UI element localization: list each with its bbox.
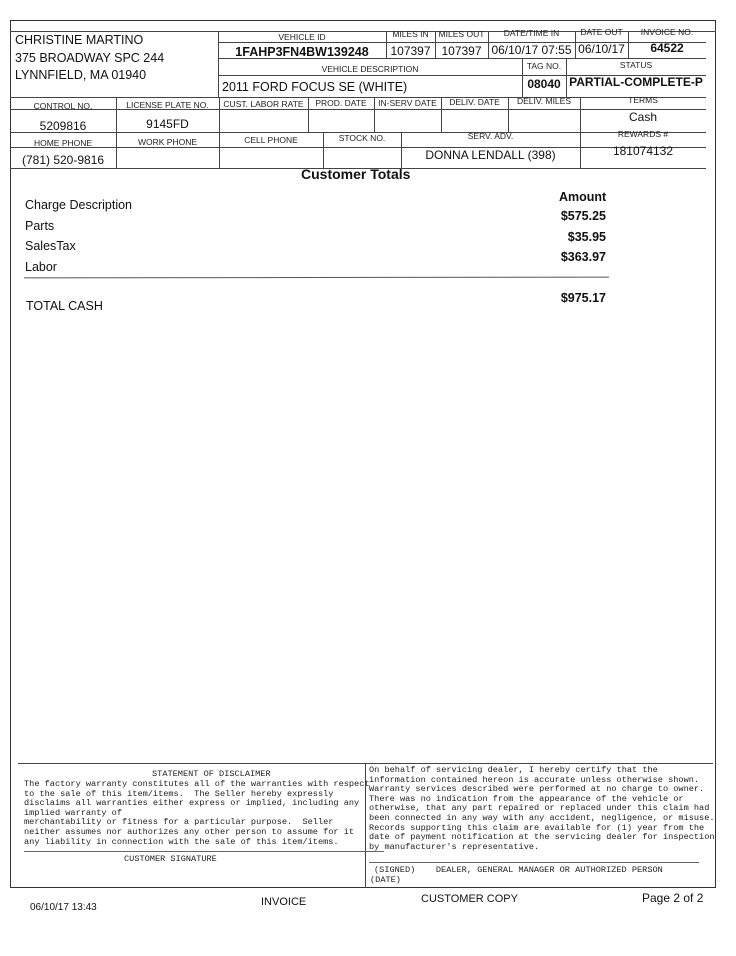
copy-label: CUSTOMER COPY [421, 893, 518, 905]
customer-name: CHRISTINE MARTINO [15, 33, 144, 47]
charge-label-labor: Labor [25, 260, 57, 274]
prod-date-label: PROD. DATE [315, 98, 367, 108]
cust-labor-rate-label: CUST. LABOR RATE [223, 99, 304, 109]
dealer-signature-line [369, 862, 699, 863]
charge-amount-labor: $363.97 [560, 250, 606, 264]
charge-amount-salestax: $35.95 [567, 230, 606, 244]
customer-address-line1: 375 BROADWAY SPC 244 [15, 51, 165, 65]
certify-text [369, 766, 715, 852]
miles-in-value: 107397 [390, 44, 431, 58]
vehicle-id-value: 1FAHP3FN4BW139248 [235, 45, 369, 59]
certify-line: date of payment notification at the servicing dealer for inspection [369, 832, 715, 843]
status-value: PARTIAL-COMPLETE-P [569, 75, 703, 89]
amount-header: Amount [559, 190, 607, 204]
miles-in-label: MILES IN [392, 29, 429, 39]
certify-line: There was no indication from the appearance of the vehicle or [369, 793, 684, 804]
charge-description-header: Charge Description [25, 198, 132, 212]
home-phone-label: HOME PHONE [33, 138, 93, 148]
in-serv-date-label: IN-SERV DATE [378, 98, 437, 108]
deliv-miles-label: DELIV. MILES [516, 96, 572, 106]
dealer-signed-label: (SIGNED) DEALER, GENERAL MANAGER OR AUTHORIZED PERSON [374, 865, 663, 875]
document-type: INVOICE [261, 896, 307, 908]
tag-no-label: TAG NO. [526, 61, 562, 71]
certify-line: been connected in any way with any accident, negligence, or misuse. [369, 812, 715, 823]
home-phone-value: (781) 520-9816 [21, 153, 105, 167]
vehicle-description-value: 2011 FORD FOCUS SE (WHITE) [222, 80, 408, 94]
charge-amount-parts: $575.25 [560, 209, 606, 223]
disclaimer-line: merchantability or fitness for a particular purpose. Seller [24, 817, 334, 828]
disclaimer-line: neither assumes nor authorizes any other person to assume for it [24, 826, 355, 837]
serv-adv-value: DONNA LENDALL (398) [425, 148, 556, 162]
date-out-value: 06/10/17 [578, 42, 625, 56]
miles-out-value: 107397 [441, 44, 482, 58]
certify-line: Warranty services described were performed at no charge to owner. [369, 784, 705, 795]
disclaimer-line: disclaims all warranties either express or implied, including any [24, 798, 360, 809]
customer-address-line2: LYNNFIELD, MA 01940 [15, 68, 147, 82]
control-no-label: CONTROL NO. [33, 101, 93, 111]
datetime-in-value: 06/10/17 07:55 [491, 43, 572, 57]
certify-line: Records supporting this claim are available for (1) year from the [369, 822, 705, 833]
certify-line: by manufacturer's representative. [369, 841, 540, 852]
total-cash-amount: $975.17 [560, 291, 606, 305]
license-plate-label: LICENSE PLATE NO. [126, 100, 209, 110]
disclaimer-line: to the sale of this item/items. The Seller hereby expressly [24, 788, 334, 799]
disclaimer-text [24, 780, 370, 847]
certify-line: information contained hereon is accurate unless otherwise shown. [369, 774, 700, 785]
serv-adv-label: SERV. ADV. [467, 131, 514, 141]
vehicle-id-label: VEHICLE ID [278, 32, 326, 42]
stock-no-label: STOCK NO. [338, 133, 386, 143]
charge-label-parts: Parts [25, 219, 55, 233]
disclaimer-line: implied warranty of [24, 807, 122, 818]
license-plate-value: 9145FD [146, 117, 189, 131]
work-phone-label: WORK PHONE [137, 137, 198, 147]
miles-out-label: MILES OUT [438, 29, 485, 39]
datetime-in-label: DATE/TIME IN [503, 28, 560, 38]
dealer-date-label: (DATE) [370, 875, 401, 885]
disclaimer-line: any liability in connection with the sale of this item/items. [24, 836, 339, 847]
disclaimer-line: The factory warranty constitutes all of the warranties with respect [24, 779, 370, 789]
control-no-value: 5209816 [39, 119, 87, 133]
date-out-label: DATE OUT [580, 27, 623, 37]
total-cash-label: TOTAL CASH [26, 299, 103, 313]
page-number: Page 2 of 2 [642, 891, 704, 905]
certify-line: On behalf of servicing dealer, I hereby certify that the [369, 765, 658, 775]
charge-label-salestax: SalesTax [25, 239, 76, 253]
rewards-label: REWARDS # [617, 129, 669, 139]
deliv-date-label: DELIV. DATE [449, 97, 500, 107]
rewards-value: 181074132 [612, 144, 674, 158]
status-label: STATUS [619, 60, 653, 70]
tag-no-value: 08040 [527, 77, 561, 91]
terms-value: Cash [628, 110, 657, 124]
totals-title: Customer Totals [301, 166, 411, 182]
customer-signature-label: CUSTOMER SIGNATURE [124, 854, 217, 864]
cell-phone-label: CELL PHONE [244, 135, 298, 145]
invoice-no-value: 64522 [650, 41, 684, 55]
certify-line: otherwise, that any part repaired or replaced under this claim had [369, 803, 710, 814]
print-timestamp: 06/10/17 13:43 [30, 902, 97, 913]
invoice-no-label: INVOICE NO. [640, 27, 694, 37]
vehicle-description-label: VEHICLE DESCRIPTION [321, 64, 419, 74]
customer-signature-line [24, 851, 384, 852]
disclaimer-title: STATEMENT OF DISCLAIMER [152, 769, 271, 779]
terms-label: TERMS [628, 95, 658, 105]
